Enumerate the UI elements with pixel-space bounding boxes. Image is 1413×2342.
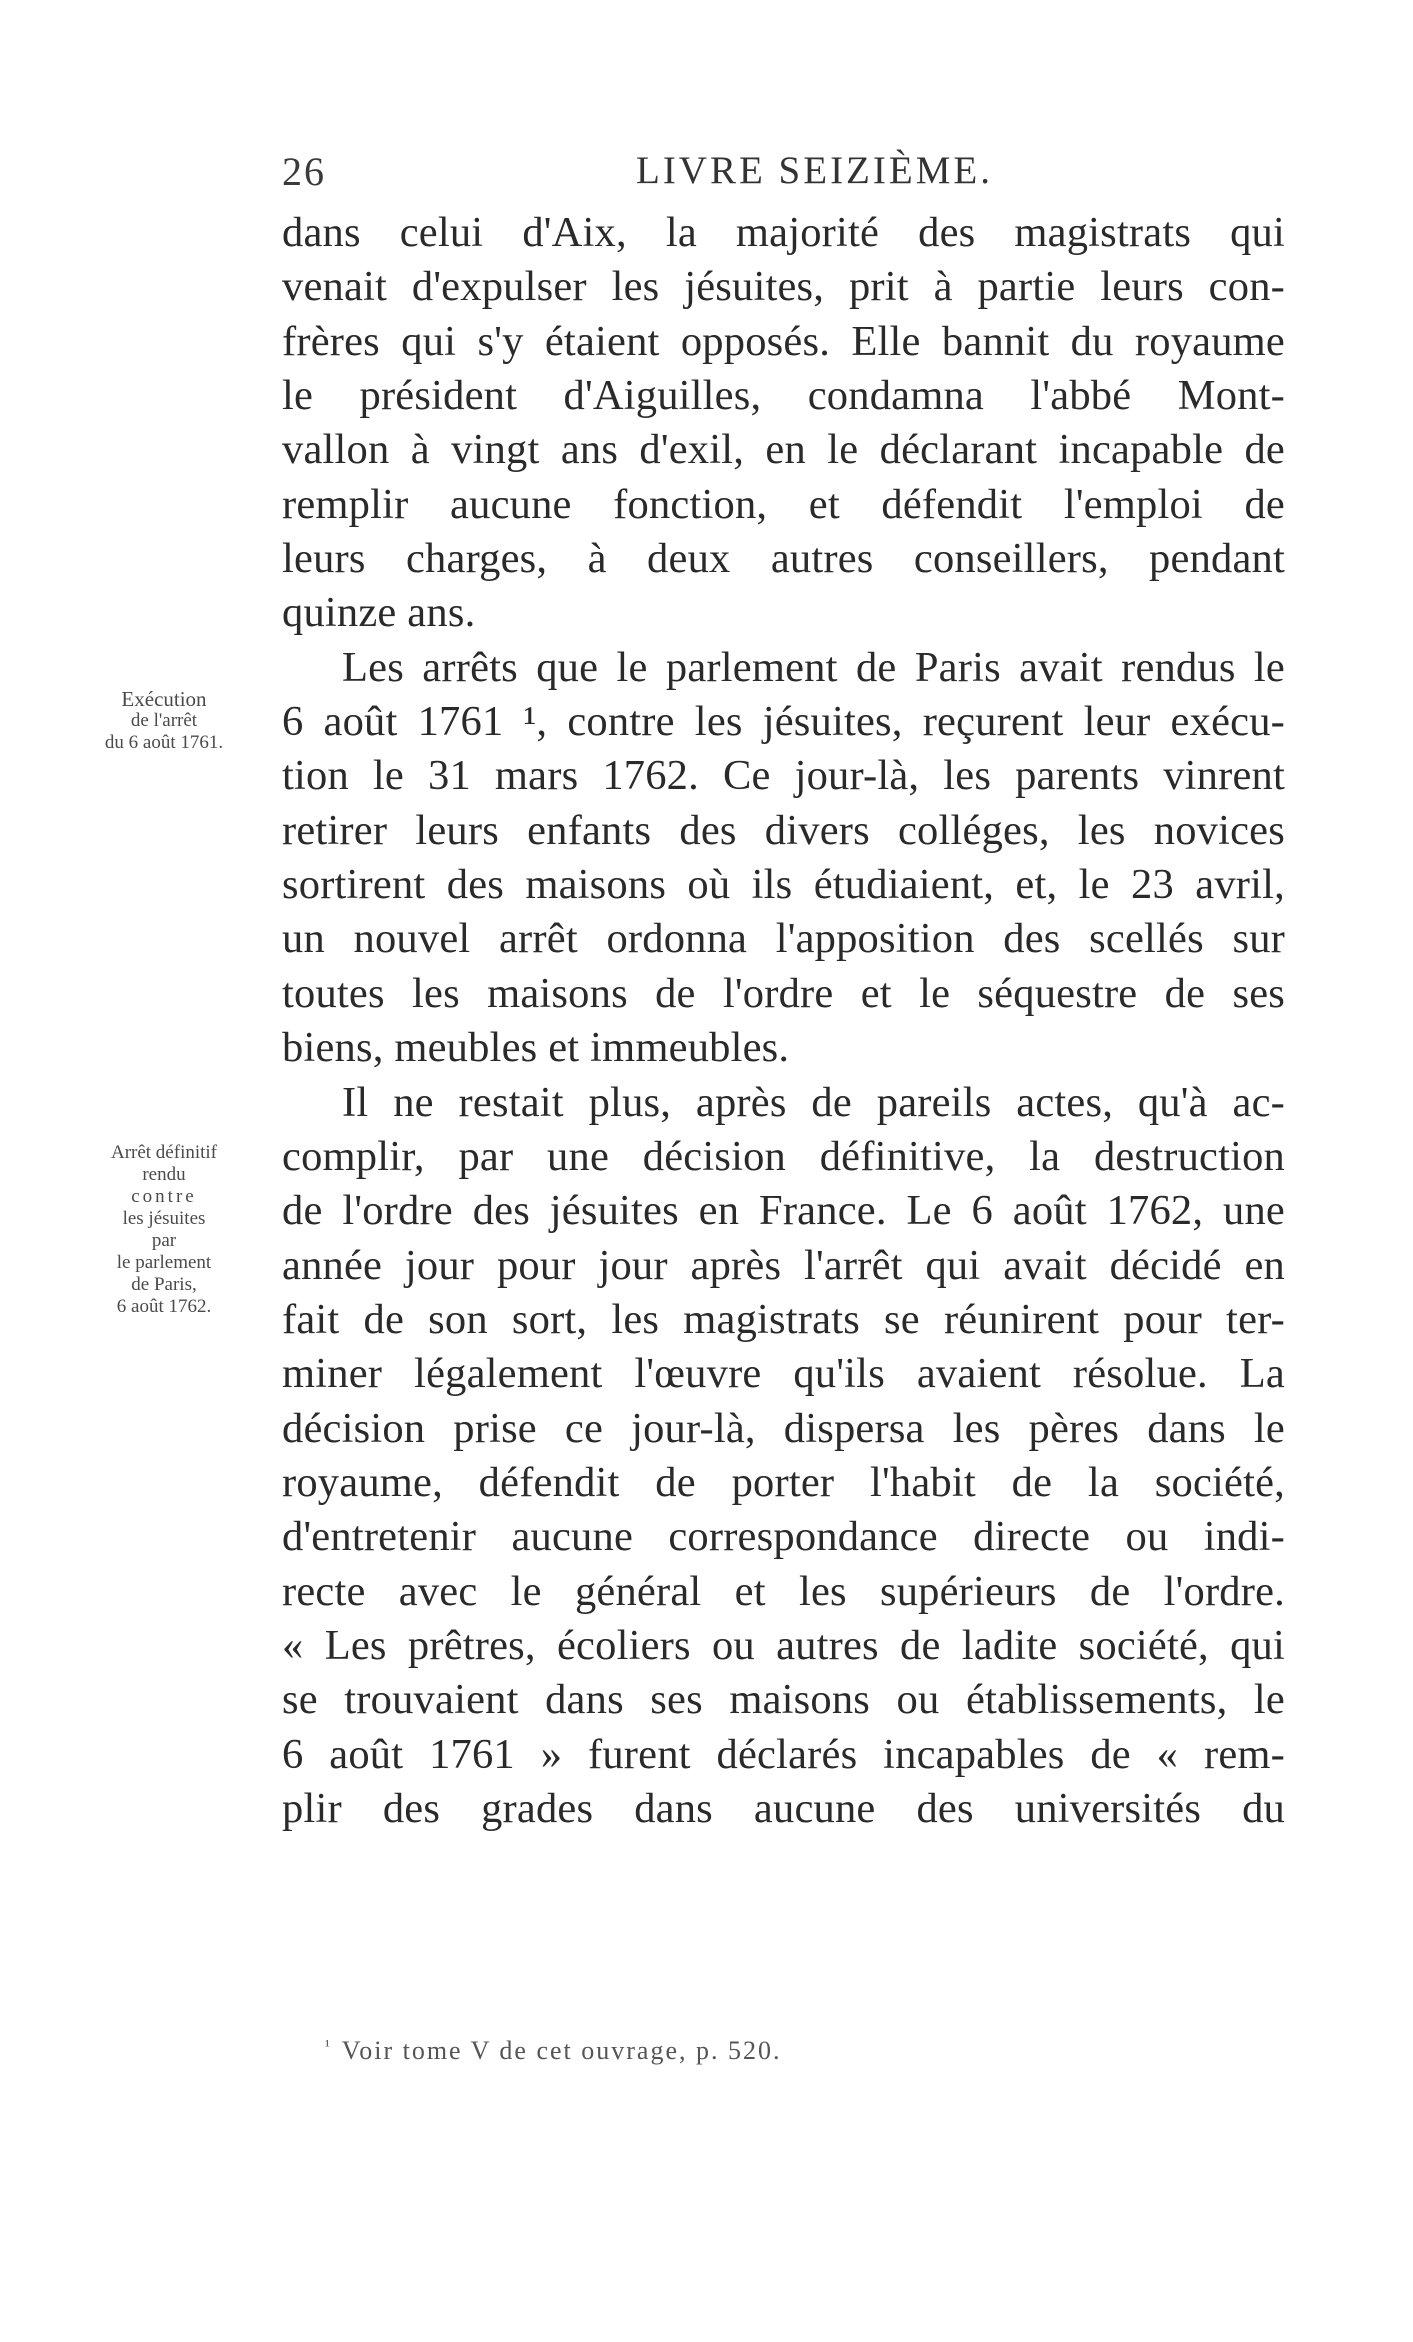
text-line: se trouvaient dans ses maisons ou établissements, le [282,1676,1285,1724]
margin-note-line: rendu [142,1164,186,1185]
text-line: tion le 31 mars 1762. Ce jour-là, les parents vinrent [282,752,1285,800]
text-line: royaume, défendit de porter l'habit de la société, [282,1458,1285,1506]
margin-note-line: 6 août 1762. [116,1296,212,1317]
text-line: recte avec le général et les supérieurs de l'ordre. [282,1567,1285,1615]
margin-note-execution [64,688,264,754]
footnote-text: Voir tome V de cet ouvrage, p. 520. [341,2036,782,2065]
margin-note-line: Arrêt définitif [110,1142,218,1163]
text-line: retirer leurs enfants des divers colléges, les novices [282,806,1285,854]
text-line: quinze ans. [282,589,476,637]
text-line: décision prise ce jour-là, dispersa les pères dans le [282,1404,1285,1452]
margin-note-line: par [151,1230,177,1251]
text-line: le président d'Aiguilles, condamna l'abbé Mont- [282,372,1285,420]
text-line: fait de son sort, les magistrats se réunirent pour ter- [282,1295,1285,1343]
margin-note-line: le parlement [116,1252,212,1273]
footnote [325,2036,782,2066]
text-line: 6 août 1761 » furent déclarés incapables de « rem- [282,1730,1285,1778]
running-head: LIVRE SEIZIÈME. [636,149,993,192]
text-line: 6 août 1761 ¹, contre les jésuites, reçurent leur exécu- [282,698,1285,746]
margin-note-line: contre [131,1186,197,1207]
margin-note-line: de Paris, [131,1274,197,1295]
margin-note-line: Exécution [121,687,207,711]
page-number: 26 [282,149,326,194]
text-line: plir des grades dans aucune des universités du [282,1784,1285,1832]
text-line: dans celui d'Aix, la majorité des magistrats qui [282,209,1285,256]
text-line: « Les prêtres, écoliers ou autres de ladite société, qui [282,1621,1285,1669]
text-line: vallon à vingt ans d'exil, en le déclarant incapable de [282,426,1285,474]
text-line: d'entretenir aucune correspondance directe ou indi- [282,1513,1285,1561]
text-line: sortirent des maisons où ils étudiaient, et, le 23 avril, [282,861,1285,909]
page-header [0,148,1413,198]
footnote-marker: ¹ [325,2038,332,2055]
text-line: biens, meubles et immeubles. [282,1024,790,1072]
paragraph-start-line: Il ne restait plus, après de pareils actes, qu'à ac- [342,1078,1285,1126]
margin-note-line: les jésuites [122,1208,206,1229]
margin-note-line: de l'arrêt [130,710,198,731]
paragraph-start-line: Les arrêts que le parlement de Paris avait rendus le [342,643,1285,691]
margin-note-line: du 6 août 1761. [104,732,224,753]
margin-note-arret-definitif [64,1142,264,1318]
text-line: frères qui s'y étaient opposés. Elle bannit du royaume [282,317,1285,365]
text-line: leurs charges, à deux autres conseillers, pendant [282,535,1285,583]
text-line: de l'ordre des jésuites en France. Le 6 août 1762, une [282,1187,1285,1235]
text-line: venait d'expulser les jésuites, prit à partie leurs con- [282,263,1285,311]
text-line: remplir aucune fonction, et défendit l'emploi de [282,480,1285,528]
text-line: complir, par une décision définitive, la destruction [282,1132,1285,1180]
body-text [282,206,1285,1836]
text-line: toutes les maisons de l'ordre et le séquestre de ses [282,969,1285,1017]
text-line: année jour pour jour après l'arrêt qui avait décidé en [282,1241,1285,1289]
text-line: un nouvel arrêt ordonna l'apposition des scellés sur [282,915,1285,963]
text-line: miner légalement l'œuvre qu'ils avaient résolue. La [282,1350,1285,1398]
